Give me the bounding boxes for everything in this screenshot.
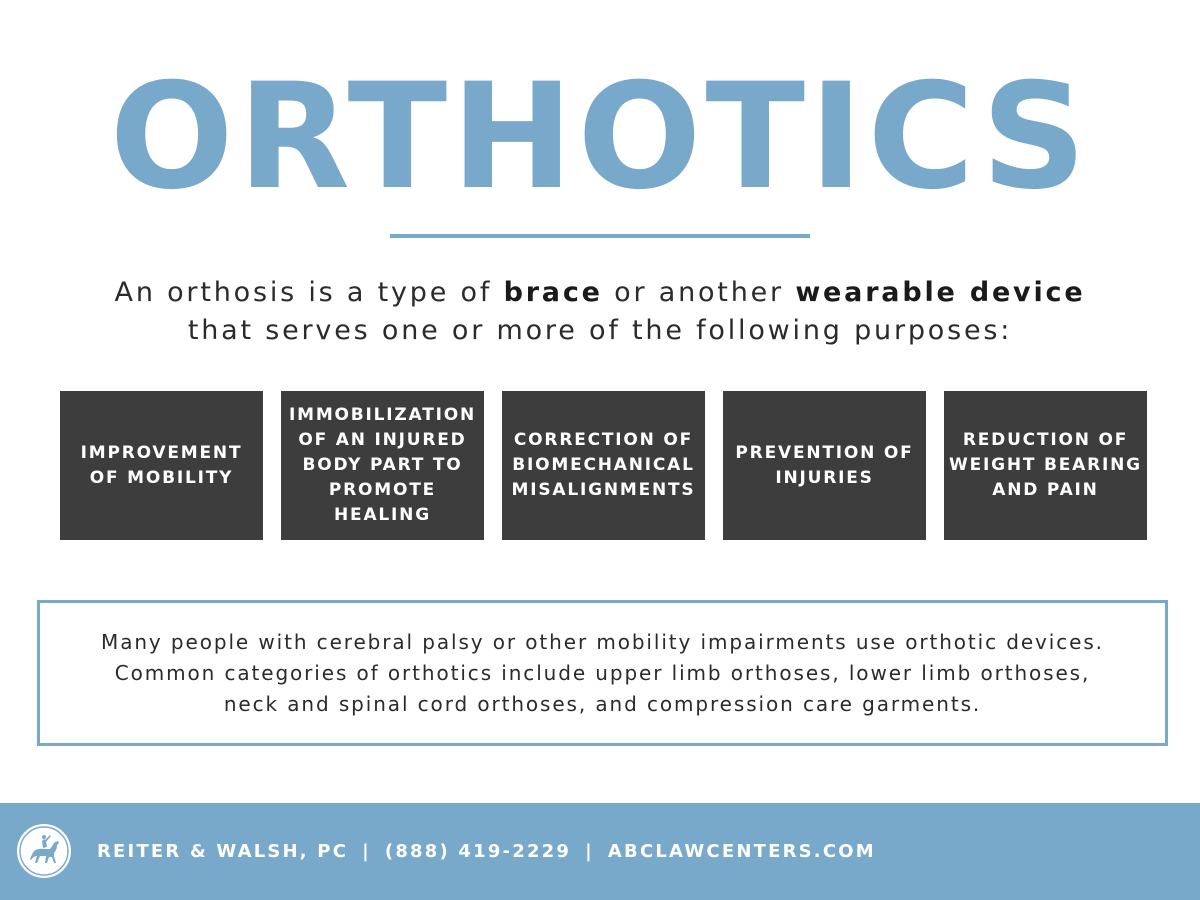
title-divider — [390, 234, 810, 238]
phone-number: (888) 419-2229 — [384, 841, 572, 862]
purpose-box-reduction — [944, 391, 1147, 540]
intro-line-1-part-2: or another — [602, 277, 796, 308]
purpose-label: IMMOBILIZATION OF AN INJURED BODY PART TO PROMOTE HEALING — [288, 405, 476, 525]
purpose-box-correction — [502, 391, 705, 540]
company-name: REITER & WALSH, PC — [97, 841, 349, 862]
website-url: ABCLAWCENTERS.COM — [607, 841, 876, 862]
purpose-box-prevention — [723, 391, 926, 540]
purpose-label: PREVENTION OF INJURIES — [735, 442, 914, 488]
purpose-boxes — [60, 391, 1148, 540]
footer-bar — [0, 803, 1200, 900]
footer-contact — [97, 839, 876, 865]
intro-line-2: that serves one or more of the following purposes: — [187, 315, 1013, 346]
info-box — [37, 600, 1168, 746]
info-line-3: neck and spinal cord orthoses, and compression care garments. — [223, 691, 982, 716]
purpose-box-immobilization — [281, 391, 484, 540]
footer-separator: | — [362, 841, 371, 862]
info-line-2: Common categories of orthotics include upper limb orthoses, lower limb orthoses, — [114, 660, 1091, 685]
purpose-label: REDUCTION OF WEIGHT BEARING AND PAIN — [949, 430, 1142, 500]
info-text — [101, 627, 1104, 720]
intro-text — [0, 274, 1200, 350]
intro-bold-brace: brace — [503, 277, 603, 308]
purpose-label: CORRECTION OF BIOMECHANICAL MISALIGNMENTS — [511, 430, 696, 500]
page-title: ORTHOTICS — [109, 52, 1091, 222]
intro-line-1 — [0, 274, 1200, 312]
intro-line-1-part-1: An orthosis is a type of — [114, 277, 504, 308]
purpose-box-mobility — [60, 391, 263, 540]
horse-rider-logo-icon — [16, 823, 72, 879]
footer-separator: | — [585, 841, 594, 862]
intro-bold-wearable-device: wearable device — [795, 277, 1086, 308]
info-line-1: Many people with cerebral palsy or other mobility impairments use orthotic devices. — [101, 629, 1104, 654]
purpose-label: IMPROVEMENT OF MOBILITY — [80, 442, 243, 488]
